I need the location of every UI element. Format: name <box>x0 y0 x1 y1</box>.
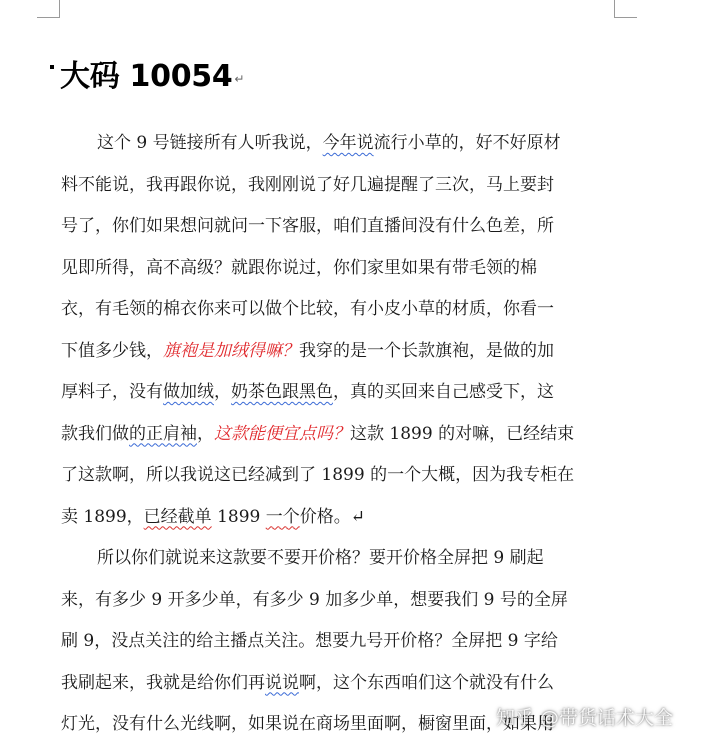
text-line <box>61 414 574 454</box>
text-segment: 卖 1899， <box>61 506 144 527</box>
text-line <box>61 331 554 371</box>
text-segment: 下值多少钱， <box>61 340 163 361</box>
page-corner-mark-right <box>614 0 637 18</box>
text-segment: 我刷起来，我就是给你们再 <box>61 672 265 693</box>
text-segment: 的正肩袖 <box>129 423 197 444</box>
text-line <box>61 123 561 163</box>
highlighted-question: 这款能便宜点吗？ <box>214 423 350 444</box>
heading-bullet-icon <box>50 65 54 69</box>
text-line <box>61 372 554 412</box>
text-segment: 了这款啊，所以我说这已经减到了 1899 的一个大概，因为我专柜在 <box>61 465 575 485</box>
highlighted-question: 旗袍是加绒得嘛？ <box>163 340 299 361</box>
text-line <box>61 206 554 246</box>
text-segment: 啊，这个东西咱们这个就没有什么 <box>299 672 554 693</box>
text-segment: ，真的买回来自己感受下，这 <box>333 382 554 402</box>
text-line <box>61 621 558 661</box>
text-line <box>61 497 365 537</box>
text-line <box>61 580 568 620</box>
text-line <box>61 165 554 205</box>
text-segment: ， <box>197 423 214 444</box>
text-segment: 款我们做 <box>61 423 129 444</box>
text-segment: 一个 <box>265 506 300 527</box>
text-segment: 所以你们就说来这款要不要开价格？要开价格全屏把 9 刷起 <box>97 548 544 568</box>
text-segment: 价格。↵ <box>299 506 365 527</box>
text-segment: 已经截单 <box>143 506 212 527</box>
text-segment: 流行小草的，好不好原材 <box>373 133 561 153</box>
paragraph-mark-icon: ↵ <box>234 72 245 86</box>
heading-title: 大码 10054 <box>60 59 233 94</box>
text-line <box>61 289 554 329</box>
watermark-text: 知乎 @带货话术大全 <box>496 707 674 729</box>
text-segment: 今年说 <box>322 133 374 153</box>
document-heading <box>50 52 244 94</box>
page-corner-mark-left <box>37 0 60 18</box>
text-segment: 料不能说，我再跟你说，我刚刚说了好几遍提醒了三次，马上要封 <box>61 174 554 195</box>
text-segment: 我穿的是一个长款旗袍，是做的加 <box>299 340 554 361</box>
text-segment: 号了，你们如果想问就问一下客服，咱们直播间没有什么色差，所 <box>61 216 554 236</box>
text-line <box>61 248 537 288</box>
text-segment: 做加绒 <box>163 382 214 402</box>
text-segment: 1899 <box>211 506 266 527</box>
text-segment: 这款 1899 的对嘛，已经结束 <box>350 423 575 444</box>
text-segment: 来，有多少 9 开多少单，有多少 9 加多少单，想要我们 9 号的全屏 <box>61 589 568 610</box>
text-segment: 刷 9，没点关注的给主播点关注。想要九号开价格？全屏把 9 字给 <box>61 631 558 651</box>
text-line <box>61 538 544 578</box>
text-segment: 说说 <box>265 672 299 693</box>
text-segment: 见即所得，高不高级？就跟你说过，你们家里如果有带毛领的棉 <box>61 257 537 278</box>
text-line <box>61 704 554 744</box>
text-segment: 厚料子，没有 <box>61 382 163 402</box>
text-line <box>61 455 574 495</box>
text-segment: 这个 9 号链接所有人听我说， <box>97 133 323 153</box>
text-segment: 衣，有毛领的棉衣你来可以做个比较，有小皮小草的材质，你看一 <box>61 299 554 319</box>
text-segment: 灯光，没有什么光线啊，如果说在商场里面啊，橱窗里面，如果用 <box>61 714 554 734</box>
text-line <box>61 663 554 703</box>
text-segment: 奶茶色跟黑色 <box>231 382 333 402</box>
text-segment: ， <box>214 382 231 402</box>
